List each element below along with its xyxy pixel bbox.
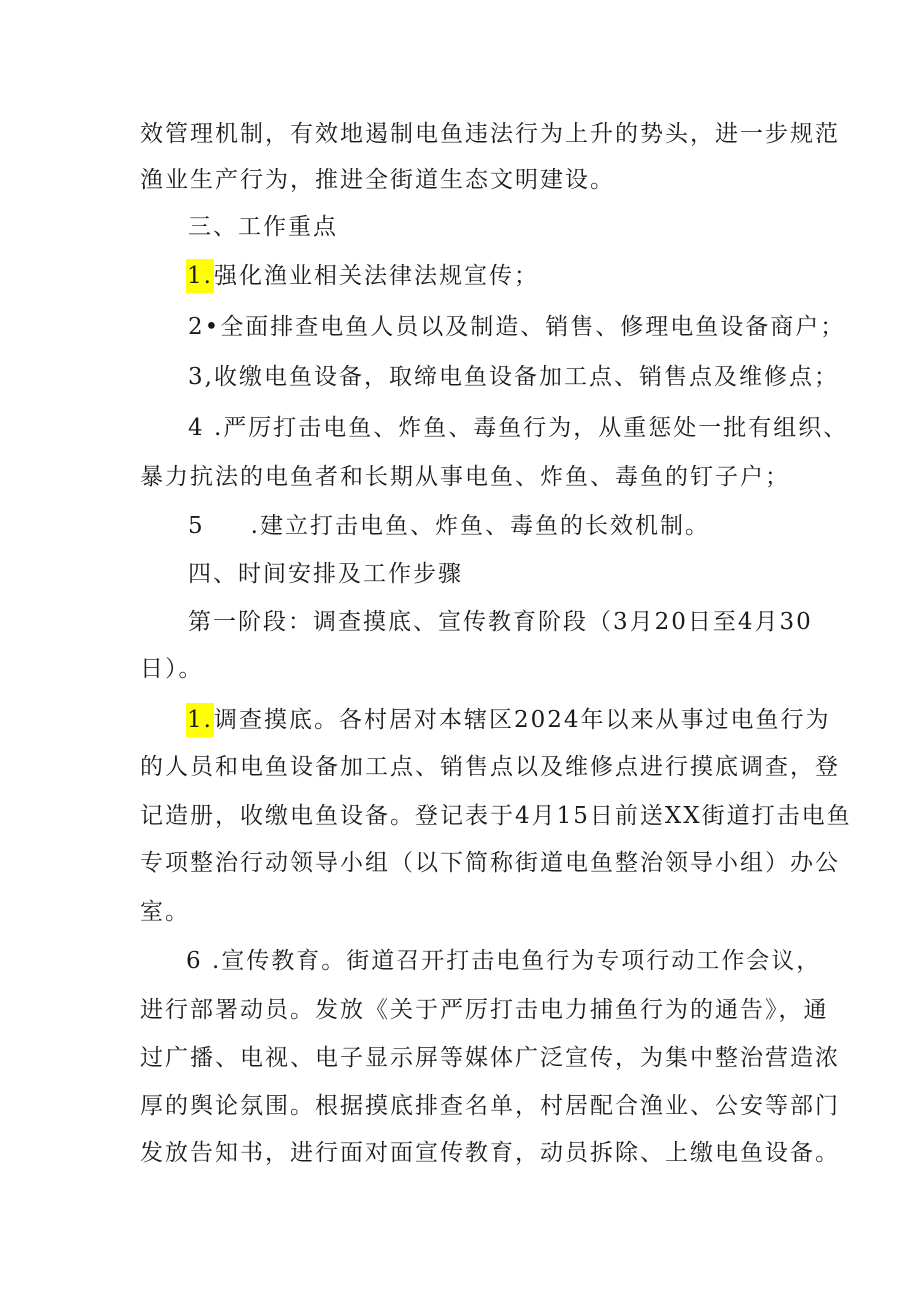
text-line: 发放告知书，进行面对面宣传教育，动员拆除、上缴电鱼设备。 (140, 1140, 840, 1166)
phase-heading: 第一阶段：调查摸底、宣传教育阶段（3月20日至4月30 (188, 609, 813, 635)
list-item-text: 强化渔业相关法律法规宣传； (213, 263, 539, 289)
highlighted-number: 1. (186, 703, 214, 737)
text-line: 过广播、电视、电子显示屏等媒体广泛宣传，为集中整治营造浓 (140, 1045, 840, 1071)
list-item: 3,收缴电鱼设备，取缔电鱼设备加工点、销售点及维修点； (188, 364, 839, 390)
paragraph-start: 6 .宣传教育。街道召开打击电鱼行为专项行动工作会议， (186, 948, 822, 974)
list-item: 4 .严厉打击电鱼、炸鱼、毒鱼行为，从重惩处一批有组织、 (188, 415, 849, 441)
text-line: 日）。 (140, 656, 204, 682)
highlighted-number: 1. (186, 259, 214, 293)
text-line: 的人员和电鱼设备加工点、销售点以及维修点进行摸底调查，登 (140, 754, 840, 780)
text-line: 记造册，收缴电鱼设备。登记表于4月15日前送XX街道打击电鱼 (140, 803, 852, 829)
text-line: 暴力抗法的电鱼者和长期从事电鱼、炸鱼、毒鱼的钉子户； (140, 464, 790, 490)
text-line: 专项整治行动领导小组（以下简称街道电鱼整治领导小组）办公 (140, 850, 840, 876)
text-line: 效管理机制，有效地遏制电鱼违法行为上升的势头，进一步规范 (140, 121, 840, 147)
text-line: 室。 (140, 899, 190, 925)
section-heading: 四、时间安排及工作步骤 (188, 561, 463, 587)
list-item (188, 509, 710, 543)
section-heading: 三、工作重点 (188, 214, 338, 240)
paragraph-start (186, 703, 831, 737)
list-item-text: .建立打击电鱼、炸鱼、毒鱼的长效机制。 (250, 513, 710, 539)
text-line: 渔业生产行为，推进全街道生态文明建设。 (140, 167, 615, 193)
list-item: 2•全面排查电鱼人员以及制造、销售、修理电鱼设备商户； (188, 314, 846, 340)
list-item-number: 5 (188, 513, 205, 539)
text-line: 进行部署动员。发放《关于严厉打击电力捕鱼行为的通告》，通 (140, 997, 829, 1023)
text-line: 厚的舆论氛围。根据摸底排查名单，村居配合渔业、公安等部门 (140, 1093, 840, 1119)
list-item (186, 259, 539, 293)
paragraph-text: 调查摸底。各村居对本辖区2024年以来从事过电鱼行为 (213, 707, 831, 733)
